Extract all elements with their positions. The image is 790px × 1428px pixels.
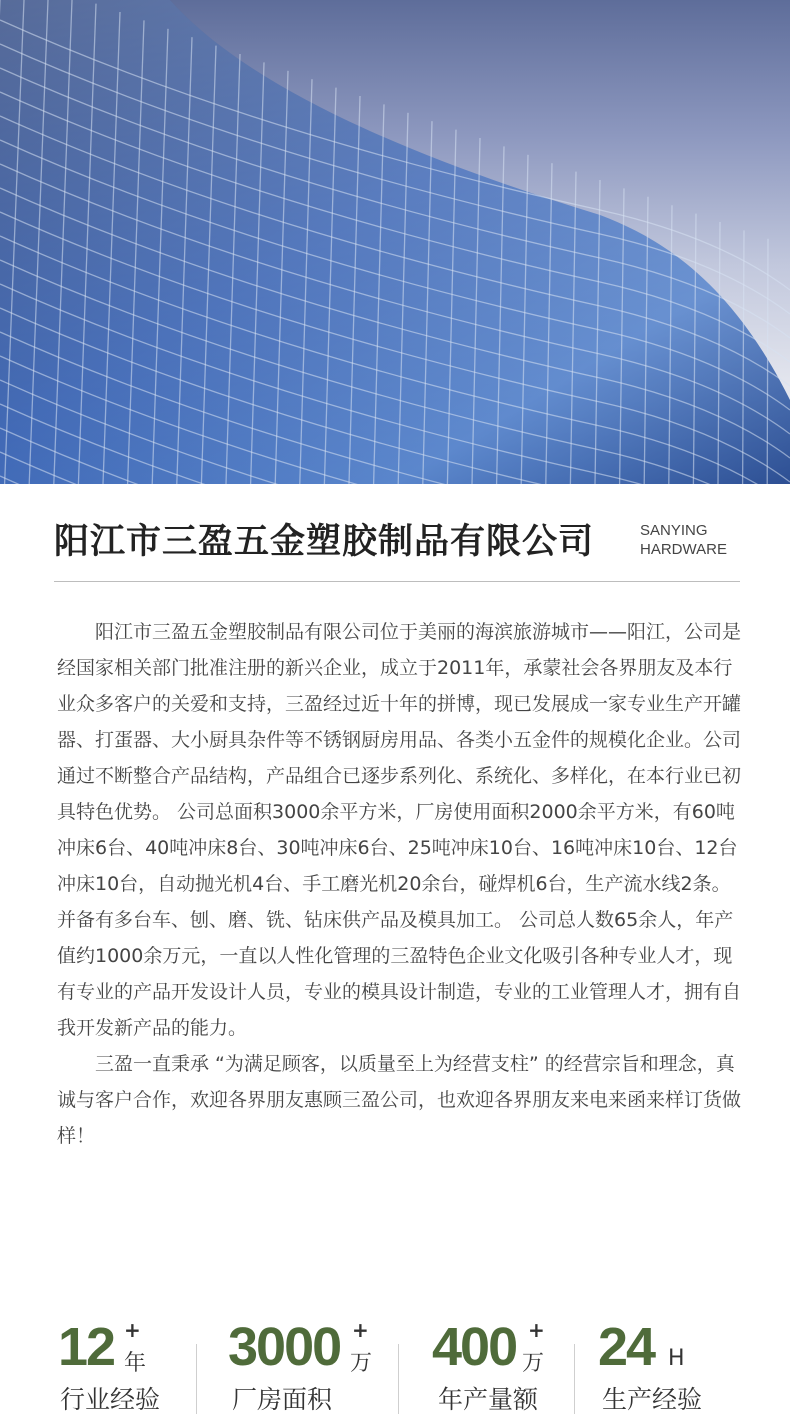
company-stats: [0, 1316, 790, 1428]
stat-number: 12: [58, 1317, 115, 1377]
brand-line-2: HARDWARE: [640, 541, 727, 558]
glass-building-illustration: [0, 0, 790, 484]
stat-unit: H: [668, 1346, 685, 1371]
company-introduction: [57, 614, 743, 1154]
intro-paragraph-1: 阳江市三盈五金塑胶制品有限公司位于美丽的海滨旅游城市——阳江，公司是经国家相关部门批准注册的新兴企业，成立于2011年，承蒙社会各界朋友及本行业众多客户的关爱和支持，三盈经过近十年的拼博，现已发展成一家专业生产开罐器、打蛋器、大小厨具杂件等不锈钢厨房用品、各类小五金件的规模化企业。公司通过不断整合产品结构，产品组合已逐步系列化、系统化、多样化，在本行业已初具特色优势。 公司总面积3000余平方米，厂房使用面积2000余平方米，有60吨冲床6台、40吨冲床8台、30吨冲床6台、25吨冲床10台、16吨冲床10台、12台冲床10台，自动抛光机4台、手工磨光机20余台，碰焊机6台，生产流水线2条。并备有多台车、刨、磨、铣、钻床供产品及模具加工。 公司总人数65余人，年产值约1000余万元，一直以人性化管理的三盈特色企业文化吸引各种专业人才，现有专业的产品开发设计人员，专业的模具设计制造，专业的工业管理人才，拥有自我开发新产品的能力。: [57, 621, 742, 1039]
title-divider: [54, 581, 740, 582]
stat-unit: 万: [522, 1351, 545, 1376]
building-hero-image: [0, 0, 790, 484]
stat-unit: 年: [124, 1351, 147, 1376]
stat-plus: +: [124, 1318, 141, 1342]
stat-number: 24: [598, 1317, 655, 1377]
brand-line-1: SANYING: [640, 522, 708, 539]
stat-label: 年产量额: [438, 1385, 539, 1414]
stat-number: 400: [432, 1317, 517, 1377]
stat-unit: 万: [350, 1351, 373, 1376]
stat-label: 行业经验: [60, 1385, 161, 1414]
intro-paragraph-2: 三盈一直秉承 “为满足顾客，以质量至上为经营支柱” 的经营宗旨和理念，真诚与客户合作，欢迎各界朋友惠顾三盈公司，也欢迎各界朋友来电来函来样订货做样！: [57, 1053, 742, 1147]
stat-divider: [196, 1344, 197, 1414]
stat-plus: +: [528, 1318, 545, 1342]
stat-number: 3000: [228, 1317, 341, 1377]
stat-label: 生产经验: [602, 1385, 703, 1414]
brand-name: [640, 521, 740, 559]
stat-divider: [398, 1344, 399, 1414]
stat-divider: [574, 1344, 575, 1414]
stat-label: 厂房面积: [232, 1385, 333, 1414]
stat-plus: +: [352, 1318, 369, 1342]
company-title: 阳江市三盈五金塑胶制品有限公司: [54, 522, 595, 562]
